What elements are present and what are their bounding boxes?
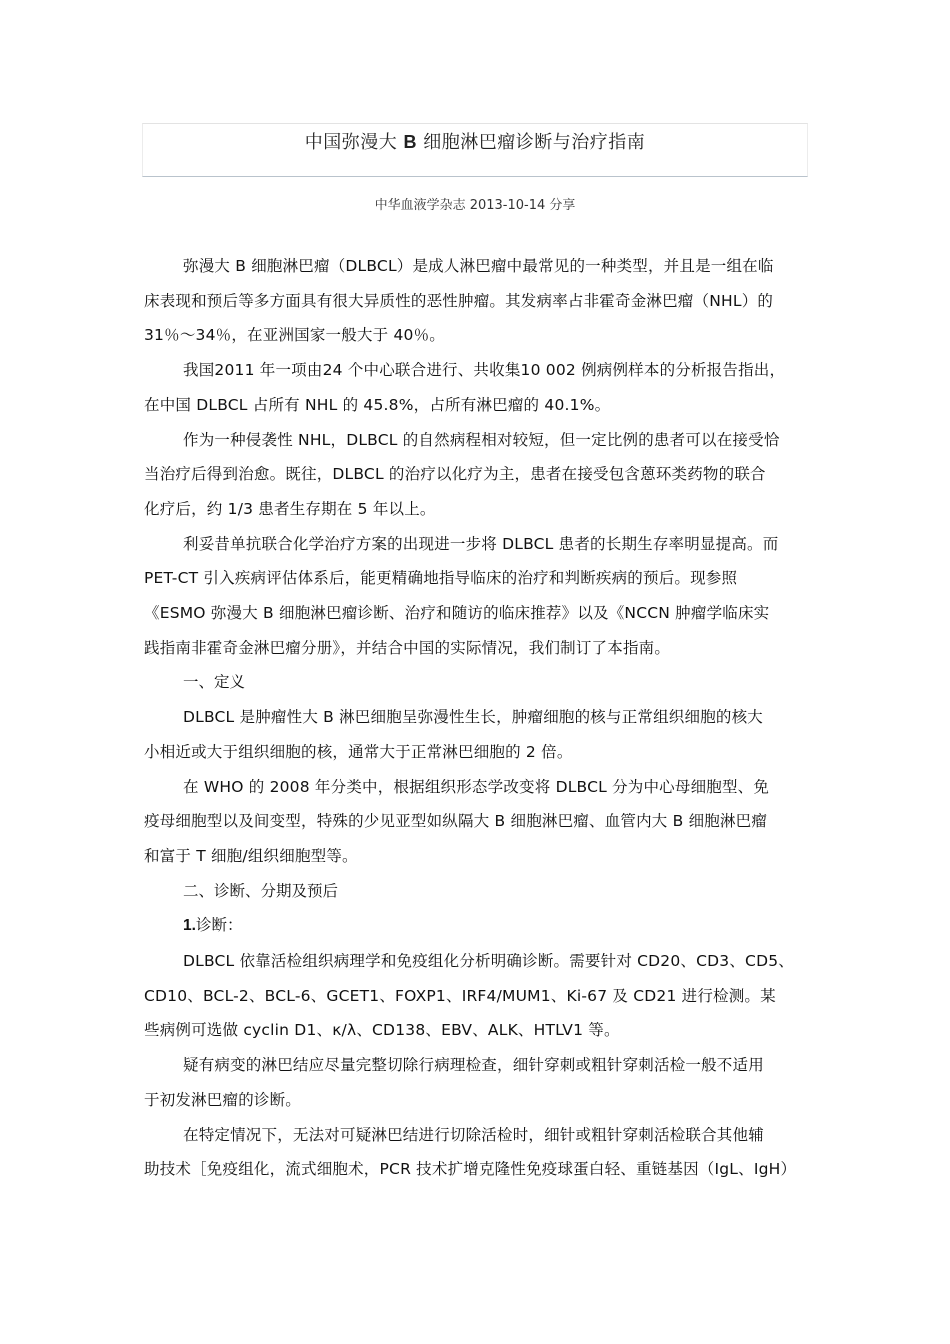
- text-line: 利妥昔单抗联合化学治疗方案的出现进一步将 DLBCL 患者的长期生存率明显提高。而: [183, 534, 779, 553]
- paragraph-intro: [144, 249, 810, 353]
- paragraph-definition: [144, 700, 810, 769]
- paragraph-who: [144, 770, 810, 874]
- section-heading-definition: 一、定义: [183, 673, 246, 692]
- document-title: [143, 128, 807, 157]
- subsection-title: 诊断：: [195, 916, 243, 935]
- title-bold-letter: B: [403, 132, 417, 152]
- text-line: 在 WHO 的 2008 年分类中，根据组织形态学改变将 DLBCL 分为中心母细胞型、免: [183, 777, 770, 796]
- text-line: 和富于 T 细胞/组织细胞型等。: [144, 846, 358, 865]
- text-line: 些病例可选做 cyclin D1、κ/λ、CD138、EBV、ALK、HTLV1 等。: [144, 1021, 620, 1040]
- text-line: 当治疗后得到治愈。既往，DLBCL 的治疗以化疗为主，患者在接受包含蒽环类药物的联合: [144, 465, 766, 484]
- text-line: 31％～34％，在亚洲国家一般大于 40％。: [144, 326, 445, 345]
- paragraph-rituximab: [144, 527, 810, 666]
- text-line: 弥漫大 B 细胞淋巴瘤（DLBCL）是成人淋巴瘤中最常见的一种类型，并且是一组在临: [183, 257, 774, 275]
- paragraph-china-stats: [144, 353, 810, 422]
- article-body: [144, 249, 810, 1187]
- text-line: 作为一种侵袭性 NHL，DLBCL 的自然病程相对较短，但一定比例的患者可以在接受恰: [183, 430, 780, 449]
- text-line: 疑有病变的淋巴结应尽量完整切除行病理检查，细针穿刺或粗针穿刺活检一般不适用: [183, 1056, 764, 1075]
- text-line: 小相近或大于组织细胞的核，通常大于正常淋巴细胞的 2 倍。: [144, 742, 573, 761]
- text-line: 《ESMO 弥漫大 B 细胞淋巴瘤诊断、治疗和随访的临床推荐》以及《NCCN 肿瘤学临床实: [144, 604, 770, 623]
- text-line: DLBCL 是肿瘤性大 B 淋巴细胞呈弥漫性生长，肿瘤细胞的核与正常组织细胞的核大: [183, 708, 764, 727]
- text-line: CD10、BCL-2、BCL-6、GCET1、FOXP1、IRF4/MUM1、Ki-67 及 CD21 进行检测。某: [144, 986, 776, 1005]
- paragraph-excision: [144, 1048, 810, 1117]
- text-line: 化疗后，约 1/3 患者生存期在 5 年以上。: [144, 499, 436, 518]
- text-line: 在特定情况下，无法对可疑淋巴结进行切除活检时，细针或粗针穿刺活检联合其他辅: [183, 1125, 764, 1144]
- text-line: 践指南非霍奇金淋巴瘤分册》，并结合中国的实际情况，我们制订了本指南。: [144, 638, 671, 657]
- title-suffix: 细胞淋巴瘤诊断与治疗指南: [417, 132, 646, 153]
- source-date-line: 中华血液学杂志 2013-10-14 分享: [374, 198, 576, 213]
- text-line: 于初发淋巴瘤的诊断。: [144, 1090, 302, 1109]
- section-heading-diagnosis: 二、诊断、分期及预后: [183, 881, 339, 900]
- paragraph-biopsy: [144, 1118, 810, 1187]
- subsection-heading-diagnosis: [144, 908, 810, 944]
- title-prefix: 中国弥漫大: [304, 132, 404, 153]
- text-line: 助技术［免疫组化，流式细胞术，PCR 技术扩增克隆性免疫球蛋白轻、重链基因（IgL、IgH）: [144, 1160, 797, 1179]
- text-line: PET-CT 引入疾病评估体系后，能更精确地指导临床的治疗和判断疾病的预后。现参照: [144, 569, 738, 588]
- text-line: 床表现和预后等多方面具有很大异质性的恶性肿瘤。其发病率占非霍奇金淋巴瘤（NHL）的: [144, 291, 774, 310]
- title-box: [142, 123, 808, 177]
- subsection-number: 1.: [183, 917, 196, 935]
- paragraph-immunohistochemistry: [144, 944, 810, 1048]
- text-line: 疫母细胞型以及间变型，特殊的少见亚型如纵隔大 B 细胞淋巴瘤、血管内大 B 细胞淋巴瘤: [144, 812, 768, 831]
- paragraph-course: [144, 423, 810, 527]
- text-line: 我国2011 年一项由24 个中心联合进行、共收集10 002 例病例样本的分析报告指出，: [183, 361, 786, 380]
- text-line: DLBCL 依靠活检组织病理学和免疫组化分析明确诊断。需要针对 CD20、CD3、CD5、: [183, 952, 794, 971]
- text-line: 在中国 DLBCL 占所有 NHL 的 45.8%，占所有淋巴瘤的 40.1%。: [144, 395, 611, 414]
